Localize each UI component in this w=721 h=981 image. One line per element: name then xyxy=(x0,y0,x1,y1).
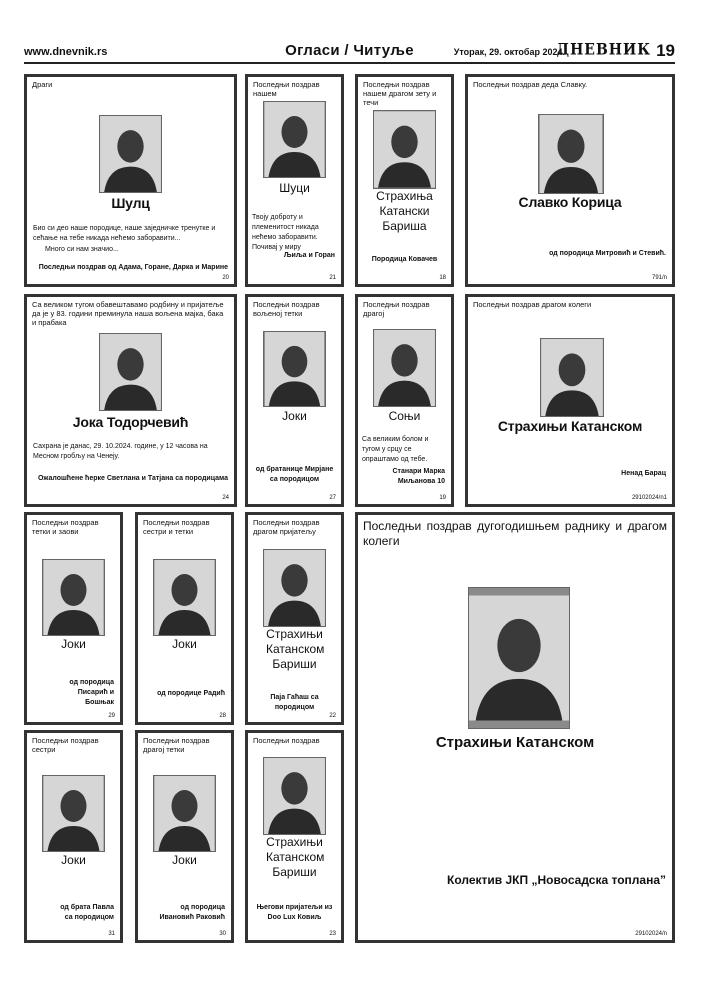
deceased-name: Јоки xyxy=(61,853,86,867)
card-heading: Последњи поздрав драгом пријатељу xyxy=(253,518,320,536)
portrait-shape xyxy=(264,102,325,177)
card-code: 30 xyxy=(219,931,226,937)
card-code: 29102024/n1 xyxy=(631,495,667,501)
portrait-shape xyxy=(469,588,569,728)
page-number: 19 xyxy=(656,41,675,60)
portrait-shape xyxy=(100,334,161,410)
card-signature: Ожалошћене ћерке Светлана и Татјана са породицама xyxy=(37,475,228,482)
obituary-card-katanskom-barac xyxy=(465,294,675,507)
card-code: 18 xyxy=(439,275,446,281)
card-signature: од породице Радић xyxy=(157,690,225,697)
card-text: Са великим болом и тугом у срцу се опраштамо од тебе. xyxy=(362,436,429,463)
deceased-name: Страхињи Катанском Бариши xyxy=(266,835,325,879)
card-heading: Последњи поздрав xyxy=(253,736,320,745)
obituary-card-katanskom-gacas xyxy=(245,512,344,725)
portrait-photo xyxy=(263,331,326,407)
obituary-card-katanskom-lux xyxy=(245,730,344,943)
portrait-photo xyxy=(42,559,105,636)
portrait-photo xyxy=(263,101,326,178)
card-signature: Ненад Барац xyxy=(621,470,666,477)
portrait-photo xyxy=(538,114,604,194)
card-signature: од породица Ивановић Раковић xyxy=(159,904,225,921)
portrait-photo xyxy=(263,757,326,835)
card-heading: Последњи поздрав деда Славку. xyxy=(473,80,588,89)
portrait-photo xyxy=(153,775,216,852)
card-signature: Паја Гаћаш са породицом xyxy=(270,694,319,711)
deceased-name: Јоки xyxy=(61,637,86,651)
obituary-card-joki-4 xyxy=(24,730,123,943)
page-header xyxy=(24,40,675,64)
portrait-photo xyxy=(263,549,326,627)
obituary-card-joki-1 xyxy=(245,294,344,507)
card-code: 28 xyxy=(219,713,226,719)
section-title: Огласи / Читуље xyxy=(285,42,414,59)
card-code: 24 xyxy=(222,495,229,501)
obituary-card-joki-5 xyxy=(135,730,234,943)
card-code: 19 xyxy=(439,495,446,501)
deceased-name: Соњи xyxy=(388,409,421,423)
deceased-name: Јоки xyxy=(172,637,197,651)
portrait-shape xyxy=(100,116,161,192)
deceased-name: Страхињи Катанском Бариши xyxy=(266,627,325,671)
obituary-card-joki-3 xyxy=(135,512,234,725)
card-heading: Последњи поздрав драгом колеги xyxy=(473,300,592,309)
card-code: 20 xyxy=(222,275,229,281)
card-heading: Последњи поздрав драгој xyxy=(363,300,430,318)
portrait-shape xyxy=(374,330,435,406)
portrait-photo xyxy=(42,775,105,852)
issue-date: Уторак, 29. октобар 2024. xyxy=(453,47,565,57)
portrait-photo xyxy=(540,338,604,417)
card-signature: од братанице Мирјане са породицом xyxy=(255,466,334,483)
card-code: 21 xyxy=(329,275,336,281)
deceased-name: Страхињи Катанском xyxy=(435,734,595,751)
card-code: 29 xyxy=(108,713,115,719)
card-code: 791/n xyxy=(651,275,667,281)
deceased-name: Јоки xyxy=(282,409,307,423)
newspaper-logo: ДНЕВНИК xyxy=(556,41,651,59)
card-heading: Драги xyxy=(32,80,53,89)
portrait-photo xyxy=(373,110,436,189)
card-signature: Колектив ЈКП „Новосадска топлана” xyxy=(447,873,666,887)
obituary-card-korica xyxy=(465,74,675,287)
card-code: 29102024/n xyxy=(635,931,667,937)
portrait-shape xyxy=(264,332,325,406)
card-signature: од породица Митровић и Стевић. xyxy=(549,250,666,257)
card-text: Твоју доброту и племенитост никада нећемо заборавити. Почивај у миру xyxy=(252,214,319,251)
site-url[interactable]: www.dnevnik.rs xyxy=(24,46,108,58)
card-text: Био си део наше породице, наше заједничке тренутке и сећање на тебе никада нећемо заборавити... xyxy=(33,225,216,242)
card-text-2: Много си нам значио... xyxy=(45,246,119,253)
deceased-name: Јоки xyxy=(172,853,197,867)
deceased-name: Јока Тодорчевић xyxy=(72,414,189,430)
card-signature: Љиља и Горан xyxy=(283,252,335,259)
card-heading: Са великом тугом обавештавамо родбину и пријатеље да је у 83. години преминула наша вољена мајка, бака и прабака xyxy=(32,300,224,327)
card-text: Сахрана је данас, 29. 10.2024. године, у 12 часова на Месном гробљу на Ченеју. xyxy=(33,443,208,460)
card-heading: Последњи поздрав нашем драгом зету и течи xyxy=(363,80,437,107)
obituary-card-joki-2 xyxy=(24,512,123,725)
card-signature: Станари Марка Миљанова 10 xyxy=(392,468,445,485)
deceased-name: Славко Корица xyxy=(518,194,622,210)
card-signature: Последњи поздрав од Адама, Горане, Дарка и Марине xyxy=(38,264,228,271)
portrait-photo xyxy=(373,329,436,407)
portrait-shape xyxy=(154,560,215,635)
portrait-photo xyxy=(99,333,162,411)
portrait-photo xyxy=(468,587,570,729)
deceased-name: Шуци xyxy=(279,181,310,195)
card-heading: Последњи поздрав тетки и заови xyxy=(32,518,99,536)
card-heading: Последњи поздрав нашем xyxy=(253,80,320,98)
portrait-shape xyxy=(43,560,104,635)
obituary-card-shulc xyxy=(24,74,237,287)
card-code: 27 xyxy=(329,495,336,501)
obituary-card-todorcevic xyxy=(24,294,237,507)
card-heading: Последњи поздрав сестри xyxy=(32,736,99,754)
card-code: 22 xyxy=(329,713,336,719)
portrait-shape xyxy=(264,550,325,626)
obituary-card-sonja xyxy=(355,294,454,507)
card-code: 23 xyxy=(329,931,336,937)
portrait-shape xyxy=(154,776,215,851)
card-signature: Његови пријатељи из Doo Lux Ковиљ xyxy=(256,904,333,921)
card-heading: Последњи поздрав драгој тетки xyxy=(143,736,210,754)
portrait-photo xyxy=(153,559,216,636)
card-heading: Последњи поздрав вољеној тетки xyxy=(253,300,320,318)
card-heading: Последњи поздрав дугогодишњем раднику и драгом колеги xyxy=(363,519,667,548)
portrait-photo xyxy=(99,115,162,193)
deceased-name: Шулц xyxy=(111,195,150,211)
obituary-card-katanski xyxy=(355,74,454,287)
portrait-shape xyxy=(264,758,325,834)
obituary-card-shuci xyxy=(245,74,344,287)
portrait-shape xyxy=(539,115,603,193)
portrait-shape xyxy=(374,111,435,188)
portrait-shape xyxy=(43,776,104,851)
obituary-card-toplana xyxy=(355,512,675,943)
card-code: 31 xyxy=(108,931,115,937)
card-signature: од породица Писарић и Бошњак xyxy=(69,679,114,706)
deceased-name: Страхињи Катанском xyxy=(497,418,643,434)
card-signature: Породица Ковачев xyxy=(371,256,438,263)
card-heading: Последњи поздрав сестри и тетки xyxy=(143,518,210,536)
card-signature: од брата Павла са породицом xyxy=(60,904,114,921)
portrait-shape xyxy=(541,339,603,416)
deceased-name: Страхиња Катански Бариша xyxy=(376,189,433,233)
